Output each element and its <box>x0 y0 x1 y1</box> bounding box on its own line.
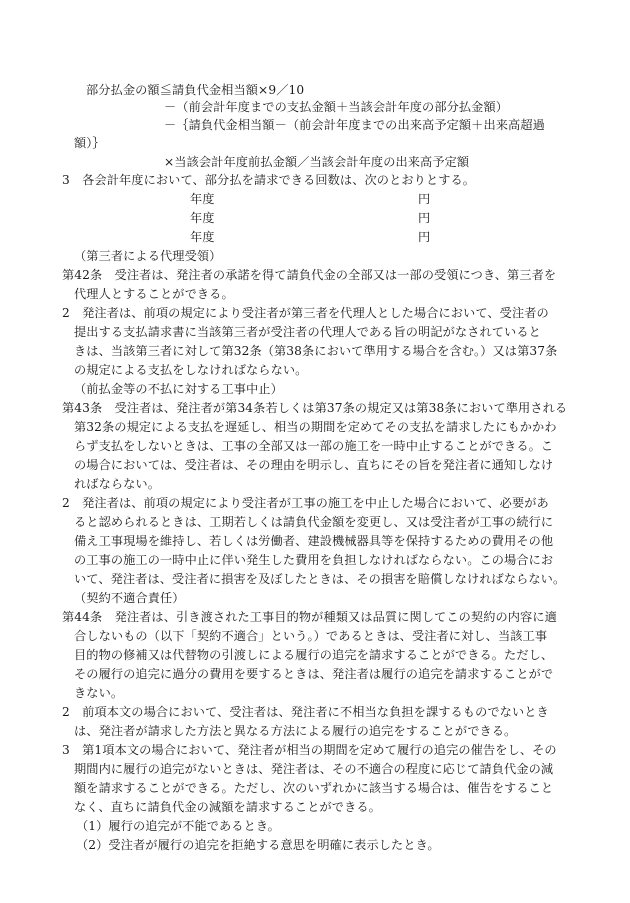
article-text-line: らず支払をしないときは、工事の全部又は一部の施工を一時中止することができる。こ <box>74 439 554 453</box>
article-text-line: の規定による支払をしなければならない。 <box>74 363 308 377</box>
fiscal-year-cell: 年度 <box>190 230 215 244</box>
article-text-line: 備え工事現場を維持し、若しくは労働者、建設機械器具等を保持するための費用その他 <box>74 534 554 548</box>
article-caption: （前払金等の不払に対する工事中止） <box>74 382 283 396</box>
article-text-line: ればならない。 <box>74 477 161 491</box>
article-text-line: 2 前項本文の場合において、受注者は、発注者に不相当な負担を課するものでないとき <box>62 705 549 719</box>
article-text-line: 第43条 受注者は、発注者が第34条若しくは第37条の規定又は第38条において準用される <box>62 401 568 415</box>
article-text-line: ると認められるときは、工期若しくは請負代金額を変更し、又は受注者が工事の続行に <box>74 515 554 529</box>
formula-line: －｛請負代金相当額－（前会計年度までの出来高予定額＋出来高超過 <box>164 118 545 132</box>
formula-line: ×当該会計年度前払金額／当該会計年度の出来高予定額 <box>164 155 470 169</box>
article-text-line: 目的物の修補又は代替物の引渡しによる履行の追完を請求することができる。ただし、 <box>74 648 554 662</box>
article-text-line: 2 発注者は、前項の規定により受注者が第三者を代理人とした場合において、受注者の <box>62 306 549 320</box>
article-caption: （第三者による代理受領） <box>74 249 222 263</box>
clause-paragraph: 3 各会計年度において、部分払を請求できる回数は、次のとおりとする。 <box>62 173 476 187</box>
article-text-line: 合しないもの（以下「契約不適合」という。）であるときは、受注者に対し、当該工事 <box>74 629 548 643</box>
article-text-line: は、発注者が請求した方法と異なる方法による履行の追完をすることができる。 <box>74 724 517 738</box>
list-item: （2）受注者が履行の追完を拒絶する意思を明確に表示したとき。 <box>76 838 440 852</box>
formula-line: －（前会計年度までの支払金額＋当該会計年度の部分払金額） <box>164 100 509 114</box>
list-item: （1）履行の追完が不能であるとき。 <box>76 819 280 833</box>
article-text-line: きは、当該第三者に対して第32条（第38条において準用する場合を含む。）又は第37条 <box>74 344 558 358</box>
article-text-line: 3 第1項本文の場合において、発注者が相当の期間を定めて履行の追完の催告をし、その <box>62 743 557 757</box>
article-text-line: その履行の追完に過分の費用を要するときは、発注者は履行の追完を請求することがで <box>74 667 554 681</box>
fiscal-amount-cell: 円 <box>418 230 431 244</box>
article-caption: （契約不適合責任） <box>74 591 185 605</box>
formula-line: 部分払金の額≦請負代金相当額×9／10 <box>86 83 305 97</box>
fiscal-year-cell: 年度 <box>190 192 215 206</box>
fiscal-amount-cell: 円 <box>418 211 431 225</box>
formula-line: 額）｝ <box>74 136 105 150</box>
article-text-line: なく、直ちに請負代金の減額を請求することができる。 <box>74 800 381 814</box>
article-text-line: 第32条の規定による支払を遅延し、相当の期間を定めてその支払を請求したにもかかわ <box>74 420 557 434</box>
article-text-line: 額を請求することができる。ただし、次のいずれかに該当する場合は、催告をすること <box>74 781 554 795</box>
fiscal-year-cell: 年度 <box>190 211 215 225</box>
article-text-line: 代理人とすることができる。 <box>74 287 234 301</box>
article-text-line: 期間内に履行の追完がないときは、発注者は、その不適合の程度に応じて請負代金の減 <box>74 762 554 776</box>
article-text-line: 提出する支払請求書に当該第三者が受注者の代理人である旨の明記がなされていると <box>74 325 541 339</box>
fiscal-amount-cell: 円 <box>418 192 431 206</box>
article-text-line: 第44条 発注者は、引き渡された工事目的物が種類又は品質に関してこの契約の内容に適 <box>62 610 557 624</box>
article-text-line: きない。 <box>74 686 124 700</box>
article-text-line: 2 発注者は、前項の規定により受注者が工事の施工を中止した場合において、必要があ <box>62 496 549 510</box>
article-text-line: の工事の施工の一時中止に伴い発生した費用を負担しなければならない。この場合にお <box>74 553 554 567</box>
article-text-line: の場合においては、受注者は、その理由を明示し、直ちにその旨を発注者に通知しなけ <box>74 458 554 472</box>
article-text-line: いて、発注者は、受注者に損害を及ぼしたときは、その損害を賠償しなければならない。 <box>74 572 566 586</box>
article-text-line: 第42条 受注者は、発注者の承諾を得て請負代金の全部又は一部の受領につき、第三者を <box>62 268 557 282</box>
